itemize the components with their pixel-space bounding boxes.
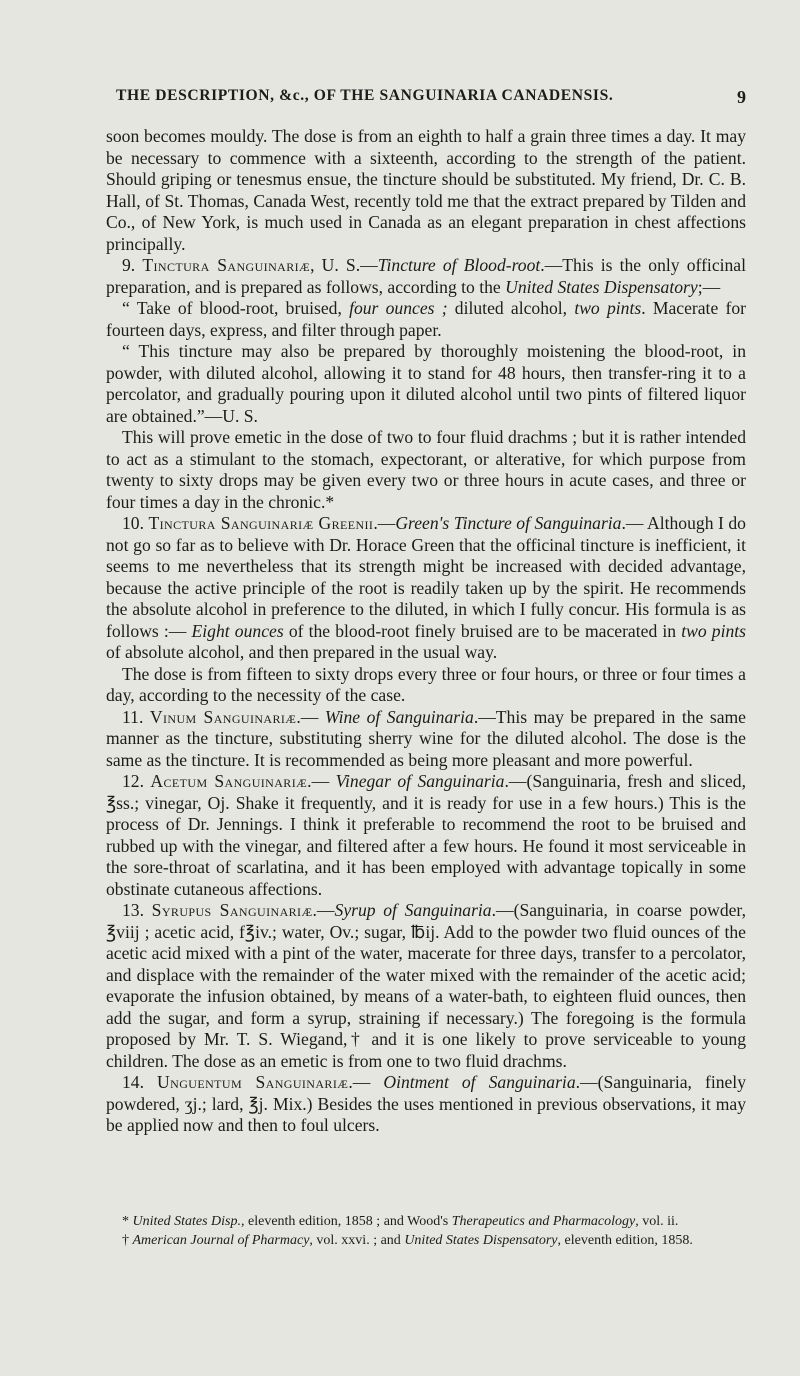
italic-text: Syrup of Sanguinaria (334, 900, 492, 920)
text-run: .— (307, 771, 336, 791)
running-head: THE DESCRIPTION, &c., OF THE SANGUINARIA CANADENSIS. (116, 87, 614, 104)
text-run: 10. (122, 513, 149, 533)
italic-text: Wine of Sanguinaria (324, 706, 474, 727)
italic-text: Vinegar of Sanguinaria (335, 771, 505, 791)
text-run: 14. (122, 1072, 158, 1092)
paragraph (106, 126, 746, 255)
text-run: The dose is from fifteen to sixty drops every three or four hours, or three or four times a day, according to the necessity of the case. (106, 663, 746, 705)
italic-text: four ounces ; (349, 298, 448, 318)
footnotes (106, 1212, 746, 1250)
text-run: “ This tincture may also be prepared by thoroughly moistening the blood-root, in powder, with diluted alcohol, allowing it to stand for 48 hours, then transfer-ring it to a percolator, and gradually pouring upon it diluted alcohol until two pints of filtered liquor are obtained.”—U. S. (106, 341, 746, 426)
text-run: 12. (122, 771, 151, 791)
small-caps-title: Tinctura Sanguinariæ Greenii (148, 513, 374, 533)
text-run: , vol. xxvi. ; and (309, 1233, 405, 1248)
page-number: 9 (737, 87, 746, 107)
italic-text: Eight ounces (191, 620, 284, 641)
italic-text: United States Disp. (132, 1214, 241, 1229)
italic-text: two pints (574, 298, 642, 318)
text-run: , eleventh edition, 1858 ; and Wood's (241, 1214, 452, 1229)
paragraph (106, 664, 746, 707)
text-run: .—(Sanguinaria, fresh and sliced, ℥ss.; vinegar, Oj. Shake it frequently, and it is ready for use in a few hours.) This is the process of Dr. Jennings. I think it preferable to recommend the root to be bruised and rubbed up with the vinegar, and filtered after a few hours. He found it most serviceable in the sore-throat of scarlatina, and it has been employed with advantage topically in some obstinate cutaneous affections. (106, 771, 746, 899)
paragraph-section-13 (106, 900, 746, 1072)
text-run: soon becomes mouldy. The dose is from an eighth to half a grain three times a day. It may be necessary to commence with a sixteenth, according to the strength of the patient. Should griping or tenesmus ensue, the tincture should be substituted. My friend, Dr. C. B. Hall, of St. Thomas, Canada West, recently told me that the extract prepared by Tilden and Co., of New York, is much used in Canada as an elegant preparation in chest affections principally. (106, 126, 746, 254)
paragraph-section-9 (106, 255, 746, 298)
text-run: diluted alcohol, (447, 298, 575, 318)
text-run: .— Although I do not go so far as to believe with Dr. Horace Green that the officinal tincture is inefficient, it seems to me nevertheless that its strength might be increased with decided advantage, because the active principle of the root is readily taken up by the spirit. He recommends the absolute alcohol in preference to the diluted, in which I fully concur. His formula is as follows :— (106, 513, 746, 641)
small-caps-title: Unguentum Sanguinariæ (157, 1072, 349, 1092)
italic-text: American Journal of Pharmacy (132, 1233, 310, 1248)
text-run: 11. (122, 706, 150, 727)
text-run: .—(Sanguinaria, finely powdered, ʒj.; lard, ℥j. Mix.) Besides the uses mentioned in previous observations, it may be applied now and then to foul ulcers. (106, 1072, 746, 1135)
text-run: ;— (697, 276, 721, 297)
italic-text: Green's Tincture of Sanguinaria (395, 513, 622, 533)
text-run: .— (296, 706, 325, 727)
italic-text: Ointment of Sanguinaria (383, 1072, 576, 1092)
text-run: .— (312, 900, 335, 920)
text-run: of absolute alcohol, and then prepared in the usual way. (106, 642, 498, 662)
text-run: .—This is the only officinal preparation, and is prepared as follows, according to the (106, 255, 747, 297)
text-run: .— (348, 1072, 384, 1092)
text-run: “ Take of blood-root, bruised, (122, 298, 350, 318)
small-caps-title: Vinum Sanguinariæ (149, 706, 297, 727)
italic-text: Tincture of Blood-root (377, 255, 541, 275)
paragraph (106, 427, 746, 513)
text-run: 9. (122, 255, 143, 275)
text-run: of the blood-root finely bruised are to be macerated in (283, 620, 682, 641)
footnote-2 (106, 1231, 746, 1250)
small-caps-title: Tinctura Sanguinariæ (142, 255, 311, 275)
text-run: .—This may be prepared in the same manner as the tincture, substituting sherry wine for the diluted alcohol. The dose is the same as the tincture. It is recommended as being more pleasant and more powerful. (106, 706, 746, 770)
text-run: . Macerate for fourteen days, express, and filter through paper. (106, 298, 746, 340)
italic-text: Therapeutics and Pharmacology (451, 1214, 636, 1229)
paragraph-section-10 (106, 513, 746, 664)
page-header (116, 87, 746, 107)
paragraph-section-14 (106, 1072, 746, 1137)
text-run: , eleventh edition, 1858. (557, 1233, 693, 1248)
text-run: This will prove emetic in the dose of two to four fluid drachms ; but it is rather intended to act as a stimulant to the stomach, expectorant, or alterative, for which purpose from twenty to sixty drops may be given every two or three hours in acute cases, and three or four times a day in the chronic.* (106, 427, 746, 512)
paragraph-section-12 (106, 771, 746, 900)
paragraph-section-11 (106, 707, 746, 772)
paragraph-quote-1 (106, 298, 746, 341)
text-run: 13. (122, 900, 152, 920)
text-run: * (122, 1214, 133, 1229)
paragraph-quote-2 (106, 341, 746, 427)
text-run: .—(Sanguinaria, in coarse powder, ℥viij ; acetic acid, f℥iv.; water, Ov.; sugar, ℔ij. Add to the powder two fluid ounces of the acetic acid mixed with a pint of the water, macerate for three days, transfer to a percolator, and displace with the remainder of the water mixed with the remainder of the acetic acid; evaporate the infusion obtained, by means of a water-bath, to eighteen fluid ounces, then add the sugar, and form a syrup, straining if necessary.) The foregoing is the formula proposed by Mr. T. S. Wiegand,† and it is one likely to prove serviceable to young children. The dose as an emetic is from one to two fluid drachms. (106, 900, 746, 1071)
text-run: † (122, 1233, 133, 1248)
text-run: , vol. ii. (635, 1214, 679, 1229)
small-caps-title: Syrupus Sanguinariæ (151, 900, 313, 920)
small-caps-title: Acetum Sanguinariæ (150, 771, 308, 791)
body-text (106, 126, 746, 1137)
italic-text: two pints (681, 620, 746, 641)
footnote-1 (106, 1212, 746, 1231)
text-run: .— (373, 513, 396, 533)
italic-text: United States Dispensatory (404, 1233, 558, 1248)
italic-text: United States Dispensatory (505, 276, 698, 297)
text-run: , U. S.— (310, 255, 378, 275)
